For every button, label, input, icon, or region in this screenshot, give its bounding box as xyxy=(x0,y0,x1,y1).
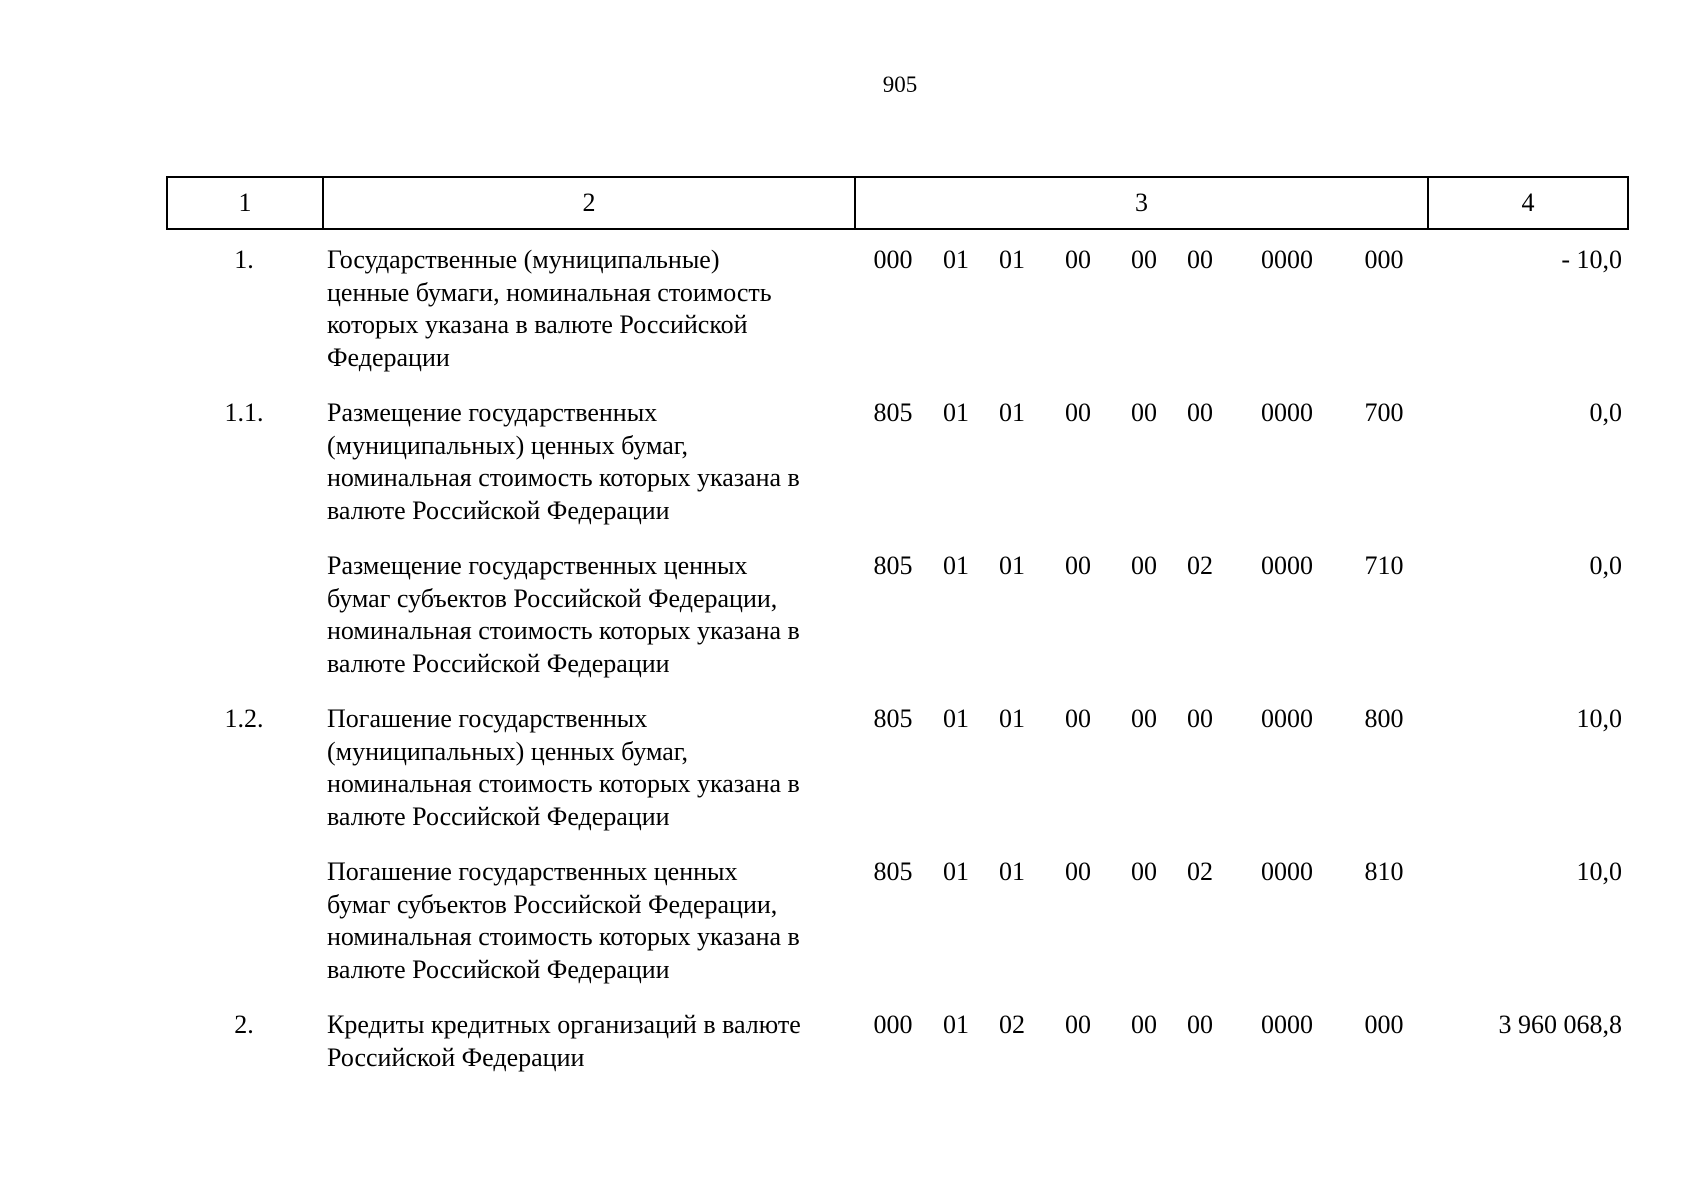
header-col-3: 3 xyxy=(856,178,1429,228)
table-header xyxy=(166,176,1629,230)
code-kind: 810 xyxy=(1364,857,1404,886)
row-name xyxy=(327,232,857,385)
page-number: 905 xyxy=(882,72,918,97)
code-kind: 000 xyxy=(1364,245,1404,274)
row-name-line: ценные бумаги, номинальная стоимость xyxy=(327,277,772,307)
row-name xyxy=(327,538,857,691)
row-name-line: Погашение государственных xyxy=(327,704,648,733)
row-number: 1.2. xyxy=(224,704,264,733)
header-col-4: 4 xyxy=(1521,188,1535,217)
row-name-line: (муниципальных) ценных бумаг, xyxy=(327,736,689,766)
code-subarticle: 00 xyxy=(1131,551,1157,580)
row-name-line: бумаг субъектов Российской Федерации, xyxy=(327,583,778,613)
row-name-line: бумаг субъектов Российской Федерации, xyxy=(327,889,778,919)
header-col-2: 2 xyxy=(324,178,856,228)
code-program: 0000 xyxy=(1261,245,1313,274)
code-kind: 700 xyxy=(1364,398,1404,427)
row-name-line: валюте Российской Федерации xyxy=(327,648,670,678)
code-subarticle: 00 xyxy=(1131,1010,1157,1039)
code-article: 00 xyxy=(1065,398,1091,427)
code-article: 00 xyxy=(1065,245,1091,274)
row-number: 2. xyxy=(234,1010,254,1039)
code-subgroup: 01 xyxy=(999,704,1025,733)
table-row xyxy=(166,538,1629,691)
code-article: 00 xyxy=(1065,551,1091,580)
code-subgroup: 01 xyxy=(999,857,1025,886)
row-name-line: Российской Федерации xyxy=(327,1042,585,1072)
row-amount: 3 960 068,8 xyxy=(1498,1010,1622,1039)
row-amount: - 10,0 xyxy=(1561,245,1622,274)
code-subgroup: 01 xyxy=(999,245,1025,274)
table-row xyxy=(166,232,1629,385)
row-name-line: валюте Российской Федерации xyxy=(327,954,670,984)
code-admin: 805 xyxy=(873,398,913,427)
row-name-line: которых указана в валюте Российской xyxy=(327,310,748,339)
row-name-line: Федерации xyxy=(327,342,450,372)
code-group: 01 xyxy=(943,245,969,274)
code-subarticle: 00 xyxy=(1131,857,1157,886)
code-element: 00 xyxy=(1187,704,1213,733)
code-element: 00 xyxy=(1187,245,1213,274)
table-row xyxy=(166,997,1629,1085)
code-program: 0000 xyxy=(1261,551,1313,580)
row-name-line: Государственные (муниципальные) xyxy=(327,245,720,274)
row-name-line: номинальная стоимость которых указана в xyxy=(327,769,800,798)
row-amount: 10,0 xyxy=(1576,704,1622,733)
code-kind: 800 xyxy=(1364,704,1404,733)
row-name-line: номинальная стоимость которых указана в xyxy=(327,463,800,492)
row-amount: 0,0 xyxy=(1589,398,1622,427)
code-admin: 805 xyxy=(873,704,913,733)
code-group: 01 xyxy=(943,704,969,733)
code-program: 0000 xyxy=(1261,704,1313,733)
row-name-line: валюте Российской Федерации xyxy=(327,495,670,525)
row-name xyxy=(327,844,857,997)
code-subgroup: 01 xyxy=(999,551,1025,580)
code-article: 00 xyxy=(1065,857,1091,886)
header-col-1: 1 xyxy=(168,178,324,228)
code-program: 0000 xyxy=(1261,398,1313,427)
code-article: 00 xyxy=(1065,1010,1091,1039)
code-subgroup: 02 xyxy=(999,1010,1025,1039)
row-name xyxy=(327,691,857,844)
code-kind: 710 xyxy=(1364,551,1404,580)
row-name-line: Погашение государственных ценных xyxy=(327,857,738,886)
row-amount: 0,0 xyxy=(1589,551,1622,580)
code-element: 00 xyxy=(1187,398,1213,427)
row-number: 1.1. xyxy=(224,398,264,427)
table-body xyxy=(166,232,1629,1085)
table-row xyxy=(166,385,1629,538)
code-group: 01 xyxy=(943,398,969,427)
code-element: 00 xyxy=(1187,1010,1213,1039)
row-number: 1. xyxy=(234,245,254,274)
row-amount: 10,0 xyxy=(1576,857,1622,886)
row-name-line: номинальная стоимость которых указана в xyxy=(327,922,800,951)
code-admin: 000 xyxy=(873,245,913,274)
row-name-line: номинальная стоимость которых указана в xyxy=(327,616,800,645)
row-name-line: Размещение государственных ценных xyxy=(327,551,748,580)
code-subarticle: 00 xyxy=(1131,245,1157,274)
code-subgroup: 01 xyxy=(999,398,1025,427)
code-subarticle: 00 xyxy=(1131,704,1157,733)
code-element: 02 xyxy=(1187,857,1213,886)
row-name-line: (муниципальных) ценных бумаг, xyxy=(327,430,689,460)
code-kind: 000 xyxy=(1364,1010,1404,1039)
code-group: 01 xyxy=(943,857,969,886)
code-program: 0000 xyxy=(1261,857,1313,886)
row-name-line: Кредиты кредитных организаций в валюте xyxy=(327,1010,801,1039)
code-program: 0000 xyxy=(1261,1010,1313,1039)
code-admin: 805 xyxy=(873,857,913,886)
row-name xyxy=(327,385,857,538)
code-group: 01 xyxy=(943,551,969,580)
row-name xyxy=(327,997,857,1085)
table-row xyxy=(166,844,1629,997)
row-name-line: Размещение государственных xyxy=(327,398,658,427)
code-subarticle: 00 xyxy=(1131,398,1157,427)
table-row xyxy=(166,691,1629,844)
code-group: 01 xyxy=(943,1010,969,1039)
code-admin: 000 xyxy=(873,1010,913,1039)
row-name-line: валюте Российской Федерации xyxy=(327,801,670,831)
code-article: 00 xyxy=(1065,704,1091,733)
code-element: 02 xyxy=(1187,551,1213,580)
code-admin: 805 xyxy=(873,551,913,580)
